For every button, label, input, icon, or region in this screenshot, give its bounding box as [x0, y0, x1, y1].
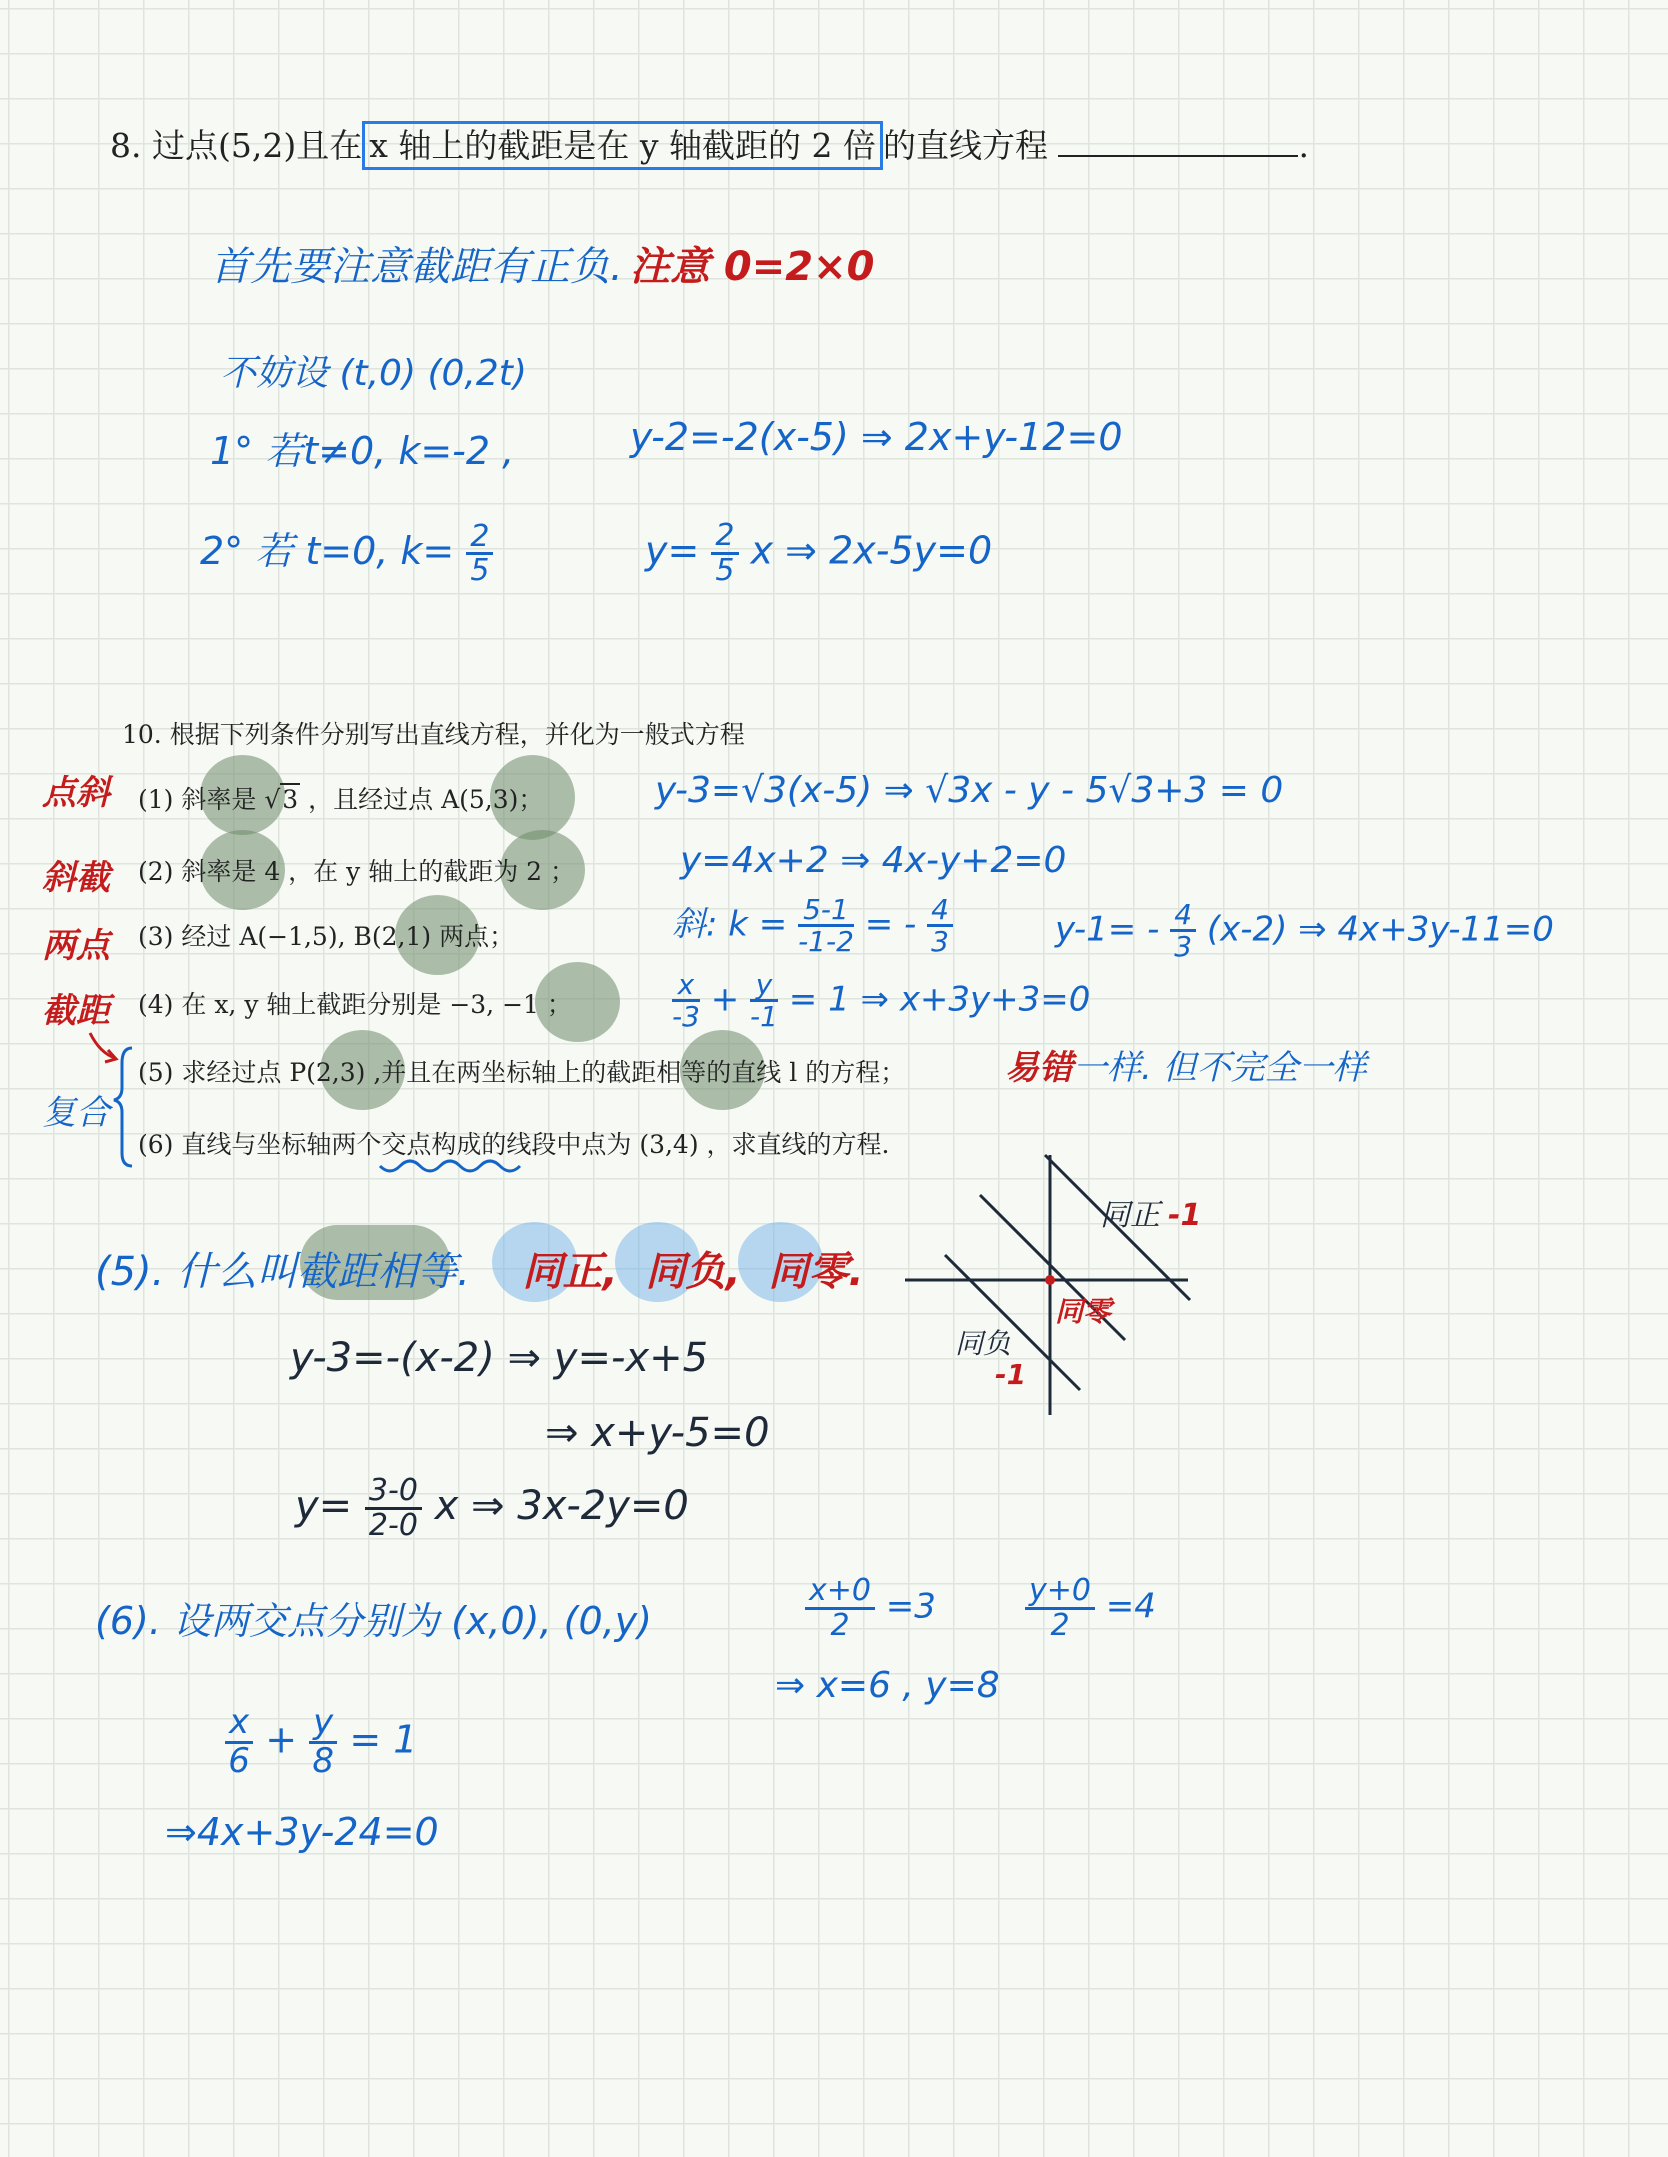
sol6-frac-2-num: y	[309, 1705, 337, 1744]
diagram-label-neg-val: -1	[995, 1358, 1027, 1391]
answer-5-note	[1005, 1040, 1367, 1089]
answer-2: y=4x+2 ⇒ 4x-y+2=0	[680, 840, 1067, 881]
answer-4-den-2: -1	[750, 1000, 778, 1034]
answer-3-k-den-2: 3	[931, 925, 949, 959]
sol5-title	[95, 1240, 864, 1297]
answer-4	[672, 970, 1090, 1032]
diagram-label-neg: 同负	[955, 1327, 1012, 1360]
sol6-eq-1-post: =3	[885, 1586, 936, 1627]
q8-note-4a	[200, 520, 493, 587]
sol6-line-2: ⇒ x=6 , y=8	[775, 1665, 1000, 1706]
answer-4-den-1: -3	[672, 1000, 700, 1034]
q8-note-1	[210, 235, 623, 292]
answer-4-frac-1	[672, 970, 700, 1032]
sol6-eq-2-den: 2	[1050, 1607, 1070, 1643]
q10-item-2	[138, 852, 575, 888]
answer-4-frac-2	[750, 970, 778, 1032]
q8-end: .	[1298, 126, 1309, 165]
answer-3-eq-den: 3	[1174, 930, 1193, 964]
sol5-title-pre: (5). 什么叫	[95, 1249, 298, 1295]
q8-note-4b-pre: y=	[645, 528, 700, 573]
diagram-label-pos-val: -1	[1168, 1198, 1202, 1233]
q10-title: 10. 根据下列条件分别写出直线方程，并化为一般式方程	[122, 720, 745, 749]
sol6-eq-1-den: 2	[830, 1607, 850, 1643]
q10-item-6-num: (6)	[138, 1130, 174, 1159]
sol6-frac-1	[225, 1702, 253, 1781]
diagram-origin-dot	[1045, 1275, 1055, 1285]
q10-item-4	[138, 985, 572, 1021]
label-slope-intercept: 斜截	[42, 858, 110, 898]
answer-3-pre: 斜: k =	[672, 904, 788, 945]
q8-note-2: 不妨设 (t,0) (0,2t)	[220, 353, 527, 394]
q10-item-3	[138, 917, 514, 953]
sol6-eq-2	[1025, 1575, 1156, 1641]
answer-4-num-2: y	[750, 970, 778, 1002]
sol5-slope-den: 2-0	[368, 1507, 418, 1543]
answer-5-red: 易错	[1005, 1048, 1073, 1088]
q10-item-1-text-a: 斜率是	[181, 785, 257, 814]
q10-item-4-text: 在 x, y 轴上截距分别是 −3, −1 ；	[181, 990, 572, 1019]
q10-item-1-text-b: ，且经过点 A(5,3)；	[308, 785, 544, 814]
q10-item-3-num: (3)	[138, 922, 174, 951]
answer-1: y-3=√3(x-5) ⇒ √3x - y - 5√3+3 = 0	[655, 770, 1284, 811]
q8-boxed: x 轴上的截距是在 y 轴截距的 2 倍	[362, 121, 883, 170]
sol6-line-3-post: = 1	[349, 1717, 418, 1762]
sol6-eq-1	[805, 1575, 936, 1641]
q8-note-1-red: 注意 0=2×0	[630, 244, 875, 290]
q8-note-3b: y-2=-2(x-5) ⇒ 2x+y-12=0	[630, 415, 1123, 459]
label-two-point: 两点	[42, 926, 110, 966]
sol5-line-3-pre: y=	[295, 1483, 353, 1529]
sol5-sep-1: ,	[602, 1249, 618, 1295]
sol6-title: (6). 设两交点分别为 (x,0), (0,y)	[95, 1599, 653, 1643]
wavy-underline	[378, 1158, 528, 1178]
answer-3-k-num: 5-1	[798, 895, 854, 927]
label-point-slope: 点斜	[42, 773, 110, 813]
answer-3-mid: = -	[864, 904, 917, 945]
answer-3	[672, 895, 953, 957]
q10-item-1-sqrt: 3	[282, 785, 299, 814]
q10-item-3-text: 经过 A(−1,5), B(2,1) 两点；	[181, 922, 515, 951]
q10-item-2-num: (2)	[138, 857, 174, 886]
sol6-eq-2-frac	[1025, 1575, 1095, 1641]
sol6-eq-1-num: x+0	[805, 1575, 875, 1610]
sol5-tag-neg: 同负	[645, 1249, 726, 1295]
diagram-label-pos-text: 同正	[1100, 1198, 1160, 1233]
answer-3-eq-pre: y-1= -	[1055, 909, 1160, 950]
sol5-title-dot: .	[457, 1249, 470, 1295]
sol6-line-3	[225, 1702, 418, 1781]
q8-note-4b-post: x ⇒ 2x-5y=0	[750, 528, 993, 573]
sol6-eq-1-frac	[805, 1575, 875, 1641]
q10-item-5-text: 求经过点 P(2,3) ,并且在两坐标轴上的截距相等的直线 l 的方程；	[181, 1058, 906, 1087]
answer-3-k-den: -1-2	[798, 925, 854, 959]
q10-item-1-num: (1)	[138, 785, 174, 814]
sol5-tag-zero: 同零	[768, 1249, 849, 1295]
sol5-slope-num: 3-0	[365, 1475, 422, 1510]
answer-4-plus: +	[710, 979, 740, 1020]
q8-note-4a-text: 2° 若 t=0, k=	[200, 529, 455, 573]
answer-3-eq	[1055, 900, 1554, 962]
q8-slope-fraction	[711, 520, 738, 586]
answer-3-eq-frac	[1170, 900, 1196, 962]
q8-note-4b	[645, 520, 992, 586]
q10-item-1: (1) 斜率是 √3 ，且经过点 A(5,3)；	[138, 785, 544, 814]
answer-4-num-1: x	[672, 970, 700, 1002]
sol5-title-hl: 截距相等	[297, 1249, 458, 1295]
sol5-sep-2: ,	[725, 1249, 741, 1295]
answer-3-eq-post: (x-2) ⇒ 4x+3y-11=0	[1206, 909, 1554, 950]
q8-line	[110, 120, 1309, 167]
diagram-label-zero: 同零	[1055, 1295, 1112, 1328]
sol6-plus: +	[265, 1717, 298, 1762]
q8-slope-num: 2	[711, 520, 738, 555]
q8-k-fraction	[466, 518, 493, 588]
q8-note-1-blue: 首先要注意截距有正负.	[210, 244, 623, 290]
q8-note-3a: 1° 若t≠0, k=-2 ,	[210, 429, 515, 473]
q8-pre: 过点(5,2)且在	[152, 126, 363, 165]
sol5-end: .	[848, 1249, 864, 1295]
sol5-slope-frac	[365, 1475, 422, 1541]
q10-item-2-text: 斜率是 4 ，在 y 轴上的截距为 2 ；	[181, 857, 575, 886]
diagram-label-pos	[1100, 1190, 1201, 1234]
q8-k-num: 2	[466, 521, 493, 556]
sol6-frac-2	[309, 1702, 337, 1781]
q8-answer-blank	[1058, 129, 1298, 157]
sol5-tag-pos: 同正	[522, 1249, 603, 1295]
q10-item-4-num: (4)	[138, 990, 174, 1019]
sol5-line-3-post: x ⇒ 3x-2y=0	[434, 1483, 689, 1529]
sol6-frac-1-den: 6	[228, 1740, 250, 1781]
sol6-eq-2-post: =4	[1105, 1586, 1156, 1627]
answer-5-blue: 一样. 但不完全一样	[1073, 1048, 1367, 1088]
answer-3-eq-num: 4	[1170, 900, 1196, 932]
sol6-frac-1-num: x	[225, 1705, 253, 1744]
q10-item-5-num: (5)	[138, 1058, 174, 1087]
q8-slope-den: 5	[715, 552, 735, 588]
sol5-line-3	[295, 1475, 689, 1541]
sol6-line-4: ⇒4x+3y-24=0	[165, 1810, 439, 1854]
label-intercept: 截距	[42, 991, 110, 1031]
q10-item-6-text: 直线与坐标轴两个交点构成的线段中点为 (3,4) ，求直线的方程.	[181, 1130, 890, 1159]
sol6-eq-2-num: y+0	[1025, 1575, 1095, 1610]
answer-4-post: = 1 ⇒ x+3y+3=0	[788, 979, 1091, 1020]
sol5-line-1: y-3=-(x-2) ⇒ y=-x+5	[290, 1335, 709, 1381]
q8-k-den: 5	[470, 553, 490, 588]
sol6-frac-2-den: 8	[312, 1740, 335, 1781]
q8-number: 8.	[110, 126, 142, 165]
answer-3-k-frac	[798, 895, 854, 957]
sol5-line-2: ⇒ x+y-5=0	[545, 1410, 770, 1456]
answer-3-k-num-2: 4	[927, 895, 953, 927]
q8-post: 的直线方程	[882, 126, 1048, 165]
answer-3-k-frac-2	[927, 895, 953, 957]
q10-item-6	[138, 1125, 889, 1161]
q10-item-5	[138, 1053, 905, 1089]
label-composite: 复合	[42, 1093, 110, 1133]
